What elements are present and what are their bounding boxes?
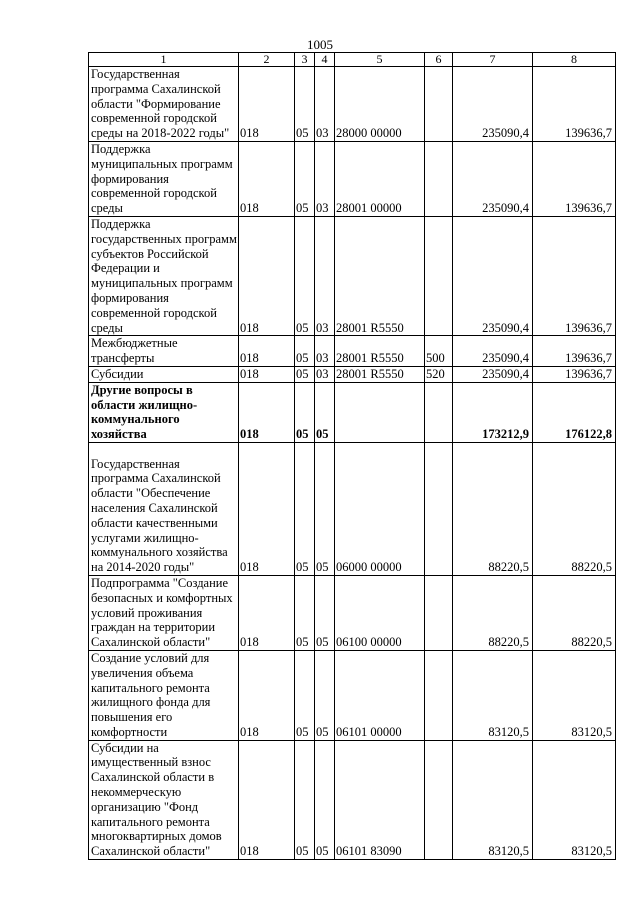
code-cell	[425, 216, 453, 335]
row-name-cell: Субсидии	[89, 366, 239, 382]
amount-cell: 139636,7	[533, 141, 616, 216]
amount-cell: 139636,7	[533, 336, 616, 367]
header-cell: 3	[295, 53, 315, 67]
code-cell: 05	[315, 650, 335, 740]
amount-cell: 88220,5	[533, 442, 616, 575]
code-cell: 05	[315, 442, 335, 575]
code-cell: 03	[315, 216, 335, 335]
code-cell	[425, 650, 453, 740]
code-cell: 28001 R5550	[335, 336, 425, 367]
code-cell: 28000 00000	[335, 67, 425, 142]
header-cell: 5	[335, 53, 425, 67]
row-name-cell: Создание условий для увеличения объема капитального ремонта жилищного фонда для повышения его комфортности	[89, 650, 239, 740]
amount-cell: 88220,5	[453, 575, 533, 650]
row-name-cell: Субсидии на имущественный взнос Сахалинской области в некоммерческую организацию "Фонд капитального ремонта многоквартирных домов Сахалинской области"	[89, 740, 239, 859]
code-cell: 05	[315, 575, 335, 650]
amount-cell: 88220,5	[453, 442, 533, 575]
row-name-cell: Государственная программа Сахалинской области "Обеспечение населения Сахалинской области качественными услугами жилищно-коммунального хозяйства на 2014-2020 годы"	[89, 442, 239, 575]
code-cell: 018	[239, 575, 295, 650]
code-cell	[425, 382, 453, 442]
code-cell: 28001 R5550	[335, 216, 425, 335]
code-cell: 520	[425, 366, 453, 382]
table-header-row	[89, 53, 616, 67]
code-cell	[425, 740, 453, 859]
code-cell: 05	[295, 650, 315, 740]
code-cell: 06101 00000	[335, 650, 425, 740]
code-cell: 018	[239, 442, 295, 575]
code-cell: 05	[295, 575, 315, 650]
amount-cell: 235090,4	[453, 141, 533, 216]
code-cell: 018	[239, 336, 295, 367]
code-cell: 05	[295, 336, 315, 367]
amount-cell: 235090,4	[453, 366, 533, 382]
table-row	[89, 740, 616, 859]
header-cell: 7	[453, 53, 533, 67]
amount-cell: 235090,4	[453, 67, 533, 142]
code-cell	[425, 442, 453, 575]
code-cell: 06000 00000	[335, 442, 425, 575]
code-cell: 018	[239, 382, 295, 442]
amount-cell: 235090,4	[453, 216, 533, 335]
row-name-cell: Государственная программа Сахалинской области "Формирование современной городской среды на 2018-2022 годы"	[89, 67, 239, 142]
table-row	[89, 216, 616, 335]
code-cell: 05	[295, 67, 315, 142]
header-cell: 1	[89, 53, 239, 67]
amount-cell: 139636,7	[533, 216, 616, 335]
code-cell: 018	[239, 67, 295, 142]
amount-cell: 173212,9	[453, 382, 533, 442]
code-cell: 05	[295, 141, 315, 216]
code-cell: 06101 83090	[335, 740, 425, 859]
code-cell: 05	[295, 442, 315, 575]
code-cell: 018	[239, 216, 295, 335]
code-cell: 05	[295, 366, 315, 382]
code-cell: 500	[425, 336, 453, 367]
amount-cell: 83120,5	[533, 650, 616, 740]
table-row	[89, 141, 616, 216]
code-cell: 05	[315, 382, 335, 442]
code-cell: 28001 R5550	[335, 366, 425, 382]
code-cell: 03	[315, 67, 335, 142]
code-cell	[425, 575, 453, 650]
amount-cell: 83120,5	[533, 740, 616, 859]
amount-cell: 139636,7	[533, 366, 616, 382]
table-row	[89, 336, 616, 367]
code-cell: 28001 00000	[335, 141, 425, 216]
header-cell: 2	[239, 53, 295, 67]
row-name-cell: Межбюджетные трансферты	[89, 336, 239, 367]
code-cell: 03	[315, 366, 335, 382]
amount-cell: 176122,8	[533, 382, 616, 442]
table-row	[89, 650, 616, 740]
amount-cell: 235090,4	[453, 336, 533, 367]
amount-cell: 88220,5	[533, 575, 616, 650]
code-cell: 06100 00000	[335, 575, 425, 650]
header-cell: 8	[533, 53, 616, 67]
row-name-cell: Другие вопросы в области жилищно-коммунального хозяйства	[89, 382, 239, 442]
code-cell: 018	[239, 650, 295, 740]
code-cell	[425, 67, 453, 142]
code-cell: 018	[239, 740, 295, 859]
row-name-cell: Поддержка муниципальных программ формирования современной городской среды	[89, 141, 239, 216]
table-row	[89, 575, 616, 650]
code-cell: 05	[295, 216, 315, 335]
row-name-cell: Подпрограмма "Создание безопасных и комфортных условий проживания граждан на территории Сахалинской области"	[89, 575, 239, 650]
amount-cell: 83120,5	[453, 650, 533, 740]
code-cell: 03	[315, 336, 335, 367]
budget-table	[88, 52, 616, 860]
page-number: 1005	[307, 37, 333, 52]
table-row	[89, 442, 616, 575]
code-cell	[425, 141, 453, 216]
table-row	[89, 67, 616, 142]
header-cell: 6	[425, 53, 453, 67]
code-cell	[335, 382, 425, 442]
header-cell: 4	[315, 53, 335, 67]
amount-cell: 83120,5	[453, 740, 533, 859]
row-name-cell: Поддержка государственных программ субъектов Российской Федерации и муниципальных программ формирования современной городской среды	[89, 216, 239, 335]
amount-cell: 139636,7	[533, 67, 616, 142]
code-cell: 05	[315, 740, 335, 859]
code-cell: 018	[239, 366, 295, 382]
code-cell: 05	[295, 382, 315, 442]
table-row	[89, 366, 616, 382]
code-cell: 05	[295, 740, 315, 859]
code-cell: 018	[239, 141, 295, 216]
code-cell: 03	[315, 141, 335, 216]
table-row	[89, 382, 616, 442]
